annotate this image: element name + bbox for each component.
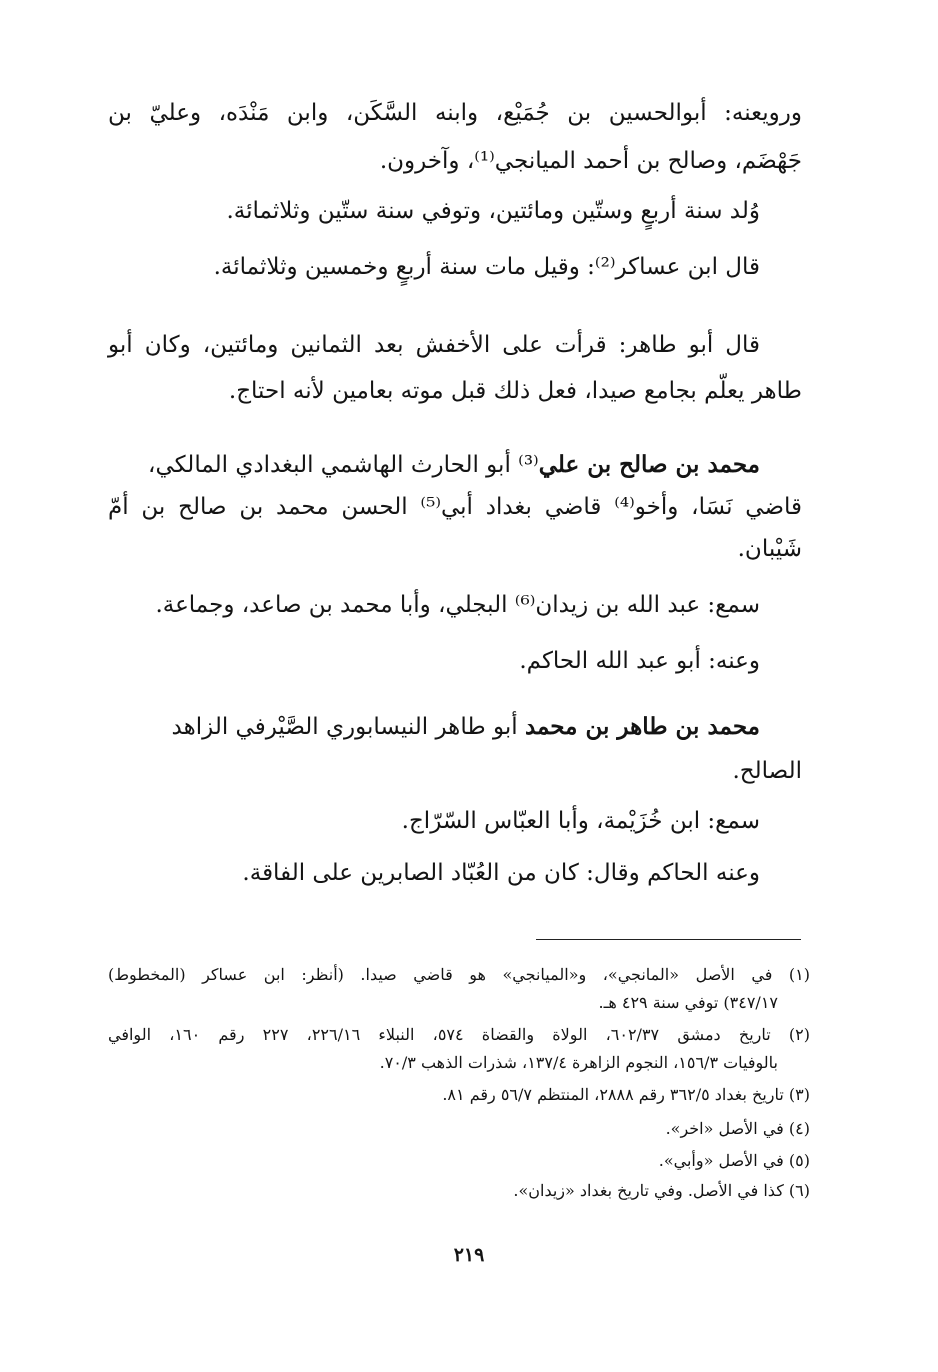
footnote-line: (٤) في الأصل «اخر».	[665, 1119, 810, 1138]
page-number: ٢١٩	[453, 1244, 485, 1266]
footnote-line: (١) في الأصل «المانجي»، و«الميانجي» هو قاضي صيدا. (أنظر: ابن عساكر (المخطوط)	[108, 965, 810, 984]
footnote-line: ٣٤٧/١٧) توفي سنة ٤٢٩ هـ.	[598, 993, 778, 1012]
text-line: وعنه الحاكم وقال: كان من العُبّاد الصابرين على الفاقة.	[242, 860, 760, 886]
entry-name: محمد بن طاهر بن محمد	[524, 713, 760, 740]
entry-description: أبو طاهر النيسابوري الصَّيْرفي الزاهد	[171, 714, 525, 740]
footnote-line: بالوفيات ١٥٦/٣، النجوم الزاهرة ١٣٧/٤، شذرات الذهب ٧٠/٣.	[379, 1053, 778, 1072]
footnote-line: (٥) في الأصل «وأبي».	[658, 1151, 810, 1170]
text-line: طاهر يعلّم بجامع صيدا، فعل ذلك قبل موته بعامين لأنه احتاج.	[228, 378, 802, 404]
text-line: جَهْضَم، وصالح بن أحمد الميانجي⁽¹⁾، وآخرون.	[379, 148, 802, 174]
footnote-divider	[536, 939, 801, 940]
text-line: وُلد سنة أربعٍ وستّين ومائتين، وتوفي سنة ستّين وثلاثمائة.	[226, 198, 760, 224]
text-line: وعنه: أبو عبد الله الحاكم.	[519, 648, 760, 674]
entry-heading-line	[108, 712, 760, 742]
text-line: سمع: ابن خُزَيْمة، وأبا العبّاس السّرّاج.	[401, 808, 760, 834]
entry-heading-line	[108, 450, 760, 480]
footnote-line: (٦) كذا في الأصل. وفي تاريخ بغداد «زيدان».	[513, 1181, 810, 1200]
entry-description: ⁽³⁾ أبو الحارث الهاشمي البغدادي المالكي،	[148, 452, 539, 478]
footnote-line: (٣) تاريخ بغداد ٣٦٢/٥ رقم ٢٨٨٨، المنتظم ٥٦/٧ رقم ٨١.	[442, 1085, 810, 1104]
text-line: قال أبو طاهر: قرأت على الأخفش بعد الثمانين ومائتين، وكان أبو	[108, 332, 760, 358]
text-line: الصالح.	[732, 758, 802, 784]
text-line: سمع: عبد الله بن زيدان⁽⁶⁾ البجلي، وأبا محمد بن صاعد، وجماعة.	[155, 592, 760, 618]
text-line: شَيْبان.	[737, 536, 802, 562]
entry-name: محمد بن صالح بن علي	[538, 451, 760, 478]
footnote-line: (٢) تاريخ دمشق ٦٠٢/٣٧، الولاة والقضاة ٥٧٤، النبلاء ٢٢٦/١٦، ٢٢٧ رقم ١٦٠، الوافي	[108, 1025, 810, 1044]
text-line: ورویعنه: أبوالحسين بن جُمَيْع، وابنه السَّكَن، وابن مَنْدَه، وعليّ بن	[108, 100, 802, 126]
text-line: قال ابن عساكر⁽²⁾: وقيل مات سنة أربعٍ وخمسين وثلاثمائة.	[213, 254, 760, 280]
text-line: قاضي نَسَا، وأخو⁽⁴⁾ قاضي بغداد أبي⁽⁵⁾ الحسن محمد بن صالح بن أمّ	[108, 494, 802, 520]
